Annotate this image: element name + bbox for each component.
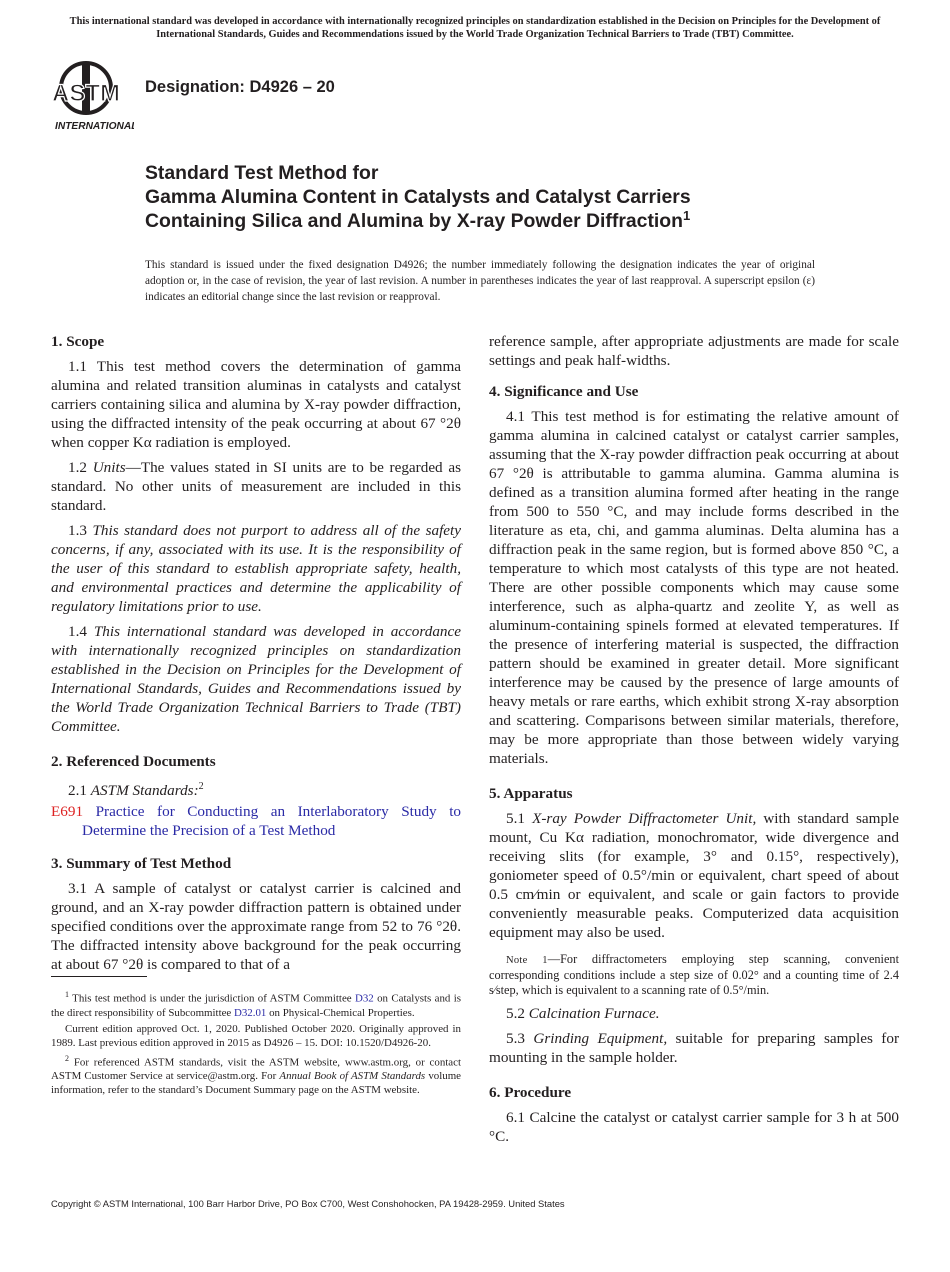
section-heading-procedure: 6. Procedure [489,1084,572,1101]
para-1-4: 1.4 This international standard was developed in accordance with internationally recognized principles on standardization established in the Decision on Principles for the Development of International Standards, Guides and Recommendations issued by the World Trade Organization Technical Barriers to Trade (TBT) Committee. [51,623,461,735]
logo-org: INTERNATIONAL [55,121,134,132]
para-4-1: 4.1 This test method is for estimating the relative amount of gamma alumina in calcined catalyst or catalyst carrier samples, assuming that the X-ray powder diffraction peak occurring at about 67 °2θ is attributable to gamma alumina. Gamma alumina is defined as a transition alumina formed after heating in the range from 500 to 550 °C, and may include forms described in the literature as eta, chi, and gamma aluminas. Delta alumina has a diffraction peak in the same region, but is formed above 850 °C, a temperature to which most catalysts of this type are not heated. There are other possible components which may cause some interference, such as alpha-quartz and zeolite Y, as well as aluminum-containing spinels formed at elevated temperatures. If the presence of interfering material is suspected, the diffraction pattern should be examined in greater detail. More significant interference may be caused by the presence of large amounts of heavy metals or rare earths, which exhibit strong X-ray absorption and scattering. Comparisons between similar materials, therefore, may be more appropriate than those between widely varying materials. [489,408,899,767]
para-3-1-continued: reference sample, after appropriate adjustments are made for scale settings and peak half-widths. [489,333,899,369]
section-heading-referenced-documents: 2. Referenced Documents [51,753,216,770]
footnote-2: $^2$ For referenced ASTM standards, visit the ASTM website, www.astm.org, or contact ASTM Customer Service at service@astm.org. For Annual Book of ASTM Standards volume information, refer to the standard’s Document Summary page on the ASTM website. [51,1053,462,1097]
copyright-footer: Copyright © ASTM International, 100 Barr Harbor Drive, PO Box C700, West Conshohocken, PA 19428-2959. United States [51,1198,565,1209]
astm-logo [52,57,134,133]
reference-e691 [51,802,461,840]
right-column [489,332,899,1152]
tbt-notice: This international standard was developed in accordance with internationally recognized principles on standardization established in the Decision on Principles for the Development of International Standards, Guides and Recommendations issued by the World Trade Organization Technical Barriers to Trade (TBT) Committee. [69,16,881,40]
title-footnote-mark: 1 [683,208,691,223]
section-heading-scope: 1. Scope [51,333,105,350]
document-title [145,161,905,233]
section-heading-significance: 4. Significance and Use [489,383,639,400]
section-heading-summary: 3. Summary of Test Method [51,855,232,873]
subcommittee-link-d3201[interactable]: D32.01 [234,1006,267,1019]
reference-code-link[interactable]: E691 [51,803,84,821]
footnote-1: $^1$ This test method is under the jurisdiction of ASTM Committee D32 on Catalysts and is the direct responsibility of Subcommittee D32.01 on Physical-Chemical Properties. [51,990,461,1019]
committee-link-d32[interactable]: D32 [354,992,374,1005]
logo-letters: ASTM [52,80,120,107]
footnote-rule [51,976,147,977]
para-5-1: 5.1 X-ray Powder Diffractometer Unit, with standard sample mount, Cu Kα radiation, monochromator, wide divergence and receiving slits (for example, 3° and 0.15°, respectively), goniometer speed of 0.5°/min or equivalent, chart speed of about 0.5 cm⁄min or equivalent, and scale or gain factors to provide conveniently measurable peaks. Computerized data acquisition equipment may also be used. [489,810,899,941]
reference-title-link[interactable]: Practice for Conducting an Interlaboratory Study to Determine the Precision of a Test Method [82,803,462,840]
issued-note: This standard is issued under the fixed designation D4926; the number immediately following the designation indicates the year of original adoption or, in the case of revision, the year of last revision. A number in parentheses indicates the year of last reapproval. A superscript epsilon (ε) indicates an editorial change since the last revision or reapproval. [145,259,815,303]
footnote-edition: Current edition approved Oct. 1, 2020. Published October 2020. Originally approved in 1989. Last previous edition approved in 2015 as D4926 – 15. DOI: 10.1520/D4926-20. [51,1022,461,1049]
para-1-2: 1.2 Units—The values stated in SI units are to be regarded as standard. No other units of measurement are included in this standard. [51,459,462,514]
para-1-3: 1.3 This standard does not purport to address all of the safety concerns, if any, associated with its use. It is the responsibility of the user of this standard to establish appropriate safety, health, and environmental practices and determine the applicability of regulatory limitations prior to use. [51,522,462,615]
para-6-1: 6.1 Calcine the catalyst or catalyst carrier sample for 3 h at 500 °C. [489,1109,899,1145]
left-column [51,332,461,980]
para-1-1: 1.1 This test method covers the determination of gamma alumina and related transition aluminas in catalysts and catalyst carriers containing silica and alumina by X-ray powder diffraction, using the diffracted intensity of the peak occurring at about 67 °2θ when copper Kα radiation is employed. [51,358,461,451]
title-line-2: Gamma Alumina Content in Catalysts and Catalyst Carriers [145,186,691,208]
note-1: Note 1—For diffractometers employing step scanning, convenient corresponding conditions include a step size of 0.02° and a counting time of 2.4 s⁄step, which is equivalent to a scanning rate of 0.5°/min. [489,952,899,997]
para-3-1: 3.1 A sample of catalyst or catalyst carrier is calcined and ground, and an X-ray powder diffraction pattern is obtained under specified conditions over the approximate range from 52 to 76 °2θ. The diffracted intensity above background for the peak occurring at about 67 °2θ is compared to that of a [51,880,461,974]
para-2-1: 2.1 ASTM Standards:$^2$ [68,781,204,800]
designation: Designation: D4926 – 20 [145,78,335,96]
para-5-3: 5.3 Grinding Equipment, suitable for preparing samples for mounting in the sample holder. [489,1030,900,1066]
title-line-3: Containing Silica and Alumina by X-ray Powder Diffraction$^1$ [145,208,691,232]
para-5-2: 5.2 Calcination Furnace. [506,1005,660,1022]
title-line-1: Standard Test Method for [145,162,379,184]
footnotes [51,988,461,1099]
section-heading-apparatus: 5. Apparatus [489,785,573,802]
